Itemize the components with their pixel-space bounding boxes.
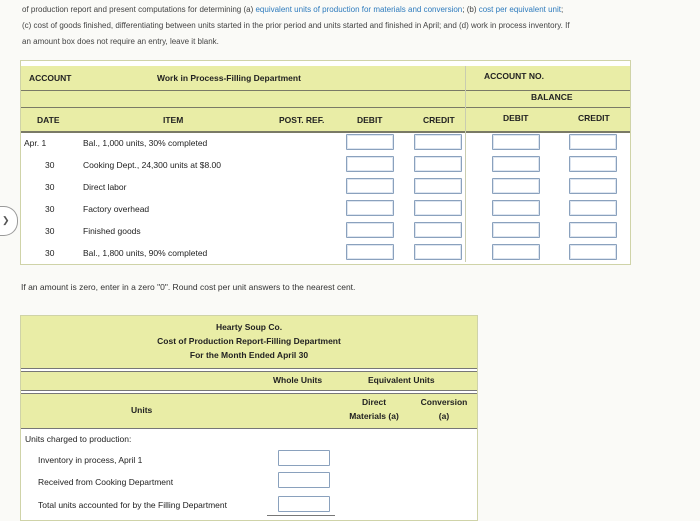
debit-input[interactable] [346, 134, 394, 150]
debit-input[interactable] [346, 156, 394, 172]
report-rule [21, 428, 477, 429]
col-balance-debit: DEBIT [503, 113, 529, 123]
ledger-row-item: Direct labor [83, 182, 127, 192]
received-from-cooking-input[interactable] [278, 472, 330, 488]
credit-input[interactable] [414, 244, 462, 260]
report-period: For the Month Ended April 30 [189, 350, 309, 360]
received-from-cooking-label: Received from Cooking Department [38, 477, 174, 487]
report-columns-band [21, 394, 477, 428]
ledger-account [20, 60, 631, 265]
balance-credit-input[interactable] [569, 200, 617, 216]
debit-input[interactable] [346, 178, 394, 194]
col-date: DATE [37, 115, 60, 125]
credit-input[interactable] [414, 156, 462, 172]
conversion-header: Conversion [420, 397, 468, 407]
ledger-columns-band [21, 108, 630, 132]
total-units-label: Total units accounted for by the Filling Department [38, 500, 227, 510]
instruction-link-cost-per-unit[interactable]: cost per equivalent unit [478, 5, 561, 14]
conversion-header-2: (a) [438, 411, 450, 421]
side-expand-tab[interactable] [0, 206, 18, 236]
col-credit: CREDIT [423, 115, 455, 125]
inventory-in-process-label: Inventory in process, April 1 [38, 455, 143, 465]
direct-materials-header-2: Materials (a) [349, 411, 399, 421]
total-units-input[interactable] [278, 496, 330, 512]
inventory-in-process-input[interactable] [278, 450, 330, 466]
whole-units-header: Whole Units [273, 375, 323, 385]
rounding-note: If an amount is zero, enter in a zero "0". Round cost per unit answers to the nearest cent. [21, 282, 356, 292]
ledger-row-date: 30 [45, 226, 55, 236]
credit-input[interactable] [414, 222, 462, 238]
ledger-rule [21, 131, 630, 133]
col-debit: DEBIT [357, 115, 383, 125]
report-rule [21, 368, 477, 369]
account-no-label: ACCOUNT NO. [484, 71, 544, 81]
col-balance-credit: CREDIT [578, 113, 610, 123]
debit-input[interactable] [346, 200, 394, 216]
debit-input[interactable] [346, 222, 394, 238]
balance-credit-input[interactable] [569, 134, 617, 150]
ledger-row-item: Cooking Dept., 24,300 units at $8.00 [83, 160, 221, 170]
balance-debit-input[interactable] [492, 222, 540, 238]
ledger-row-date: 30 [45, 160, 55, 170]
credit-input[interactable] [414, 178, 462, 194]
units-charged-label: Units charged to production: [25, 434, 132, 444]
credit-input[interactable] [414, 200, 462, 216]
col-item: ITEM [163, 115, 184, 125]
balance-credit-input[interactable] [569, 222, 617, 238]
direct-materials-header: Direct [361, 397, 387, 407]
instructions [22, 2, 697, 50]
equivalent-units-header: Equivalent Units [368, 375, 435, 385]
balance-debit-input[interactable] [492, 200, 540, 216]
instruction-line-3: an amount box does not require an entry, leave it blank. [22, 37, 219, 46]
balance-credit-input[interactable] [569, 178, 617, 194]
units-header: Units [131, 405, 153, 415]
ledger-divider [465, 66, 466, 262]
report-company: Hearty Soup Co. [215, 322, 283, 332]
balance-debit-input[interactable] [492, 244, 540, 260]
ledger-row-date: 30 [45, 204, 55, 214]
ledger-row-date: 30 [45, 248, 55, 258]
col-post-ref: POST. REF. [279, 115, 325, 125]
balance-label: BALANCE [531, 92, 573, 102]
account-name: Work in Process-Filling Department [157, 73, 301, 83]
cost-of-production-report [20, 315, 478, 521]
total-underline [267, 515, 335, 516]
instruction-line-2: (c) cost of goods finished, differentiating between units started in the prior period and units started and finished in April; and (d) work in process inventory. If [22, 21, 570, 30]
debit-input[interactable] [346, 244, 394, 260]
ledger-row-item: Bal., 1,800 units, 90% completed [83, 248, 208, 258]
ledger-row-item: Factory overhead [83, 204, 150, 214]
ledger-row-item: Finished goods [83, 226, 141, 236]
balance-debit-input[interactable] [492, 134, 540, 150]
credit-input[interactable] [414, 134, 462, 150]
account-label: ACCOUNT [29, 73, 72, 83]
balance-credit-input[interactable] [569, 156, 617, 172]
instruction-link-equivalent-units[interactable]: equivalent units of production for materials and conversion [255, 5, 463, 14]
report-title: Cost of Production Report-Filling Department [157, 336, 341, 346]
ledger-row-date: Apr. 1 [24, 138, 47, 148]
ledger-row-item: Bal., 1,000 units, 30% completed [83, 138, 208, 148]
balance-credit-input[interactable] [569, 244, 617, 260]
instruction-line-1: of production report and present computations for determining (a) equivalent units of production for materials and conversion; (b) cost per equivalent unit; [22, 5, 564, 14]
balance-debit-input[interactable] [492, 178, 540, 194]
chevron-right-icon: ❯ [2, 215, 10, 225]
ledger-row-date: 30 [45, 182, 55, 192]
report-rule [21, 390, 477, 391]
balance-debit-input[interactable] [492, 156, 540, 172]
